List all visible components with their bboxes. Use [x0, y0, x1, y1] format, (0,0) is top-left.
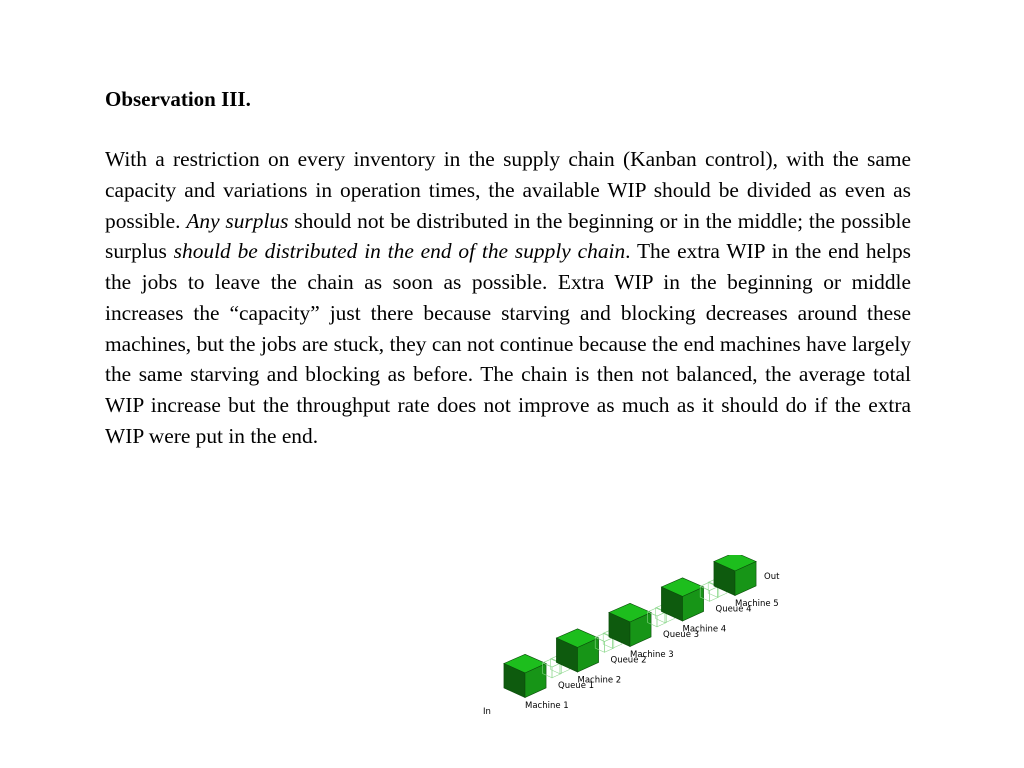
paragraph-run-italic: should be distributed in the end of the supply chain	[173, 239, 626, 264]
machine-1-label: Machine 1	[525, 701, 569, 711]
slide-heading: Observation III.	[105, 87, 251, 111]
out-label: Out	[764, 572, 780, 582]
machine-4-cube	[661, 578, 703, 621]
queue-4-label: Queue 4	[715, 604, 752, 615]
machine-2-cube	[556, 629, 598, 672]
paragraph-run-italic: Any surplus	[186, 208, 289, 233]
paragraph-run: With a restriction on every inventory in the supply chain (Kanban control), with the same capacity and variations in operation times, the available WIP should be divided as even as possible.	[105, 147, 911, 233]
machine-5-label: Machine 5	[735, 599, 779, 609]
paragraph-run: . The extra WIP in the end helps the jobs to leave the chain as soon as possible. Extra WIP in the beginning or middle increases the “capacity” just there because starving and blocking decreases around these machines, but the jobs are stuck, they can not continue because the end machines have largely the same starving and blocking as before. The chain is then not balanced, the average total WIP increase but the throughput rate does not improve as much as it should do if the extra WIP were put in the end.	[105, 239, 911, 448]
machine-1-cube	[504, 654, 546, 697]
machine-2-label: Machine 2	[577, 675, 622, 686]
queue-2-label: Queue 2	[610, 655, 647, 666]
paragraph-run: should not be distributed in the beginning or in the middle; the possible surplus	[105, 208, 911, 264]
in-label: In	[483, 707, 491, 717]
queue-1-label: Queue 1	[558, 681, 595, 691]
machine-5-cube	[714, 555, 756, 595]
machine-3-label: Machine 3	[630, 650, 674, 660]
queue-3-label: Queue 3	[663, 630, 700, 640]
body-paragraph	[105, 144, 911, 452]
machine-3-cube	[609, 603, 651, 646]
machine-4-label: Machine 4	[682, 624, 727, 635]
supply-chain-diagram	[470, 555, 790, 720]
